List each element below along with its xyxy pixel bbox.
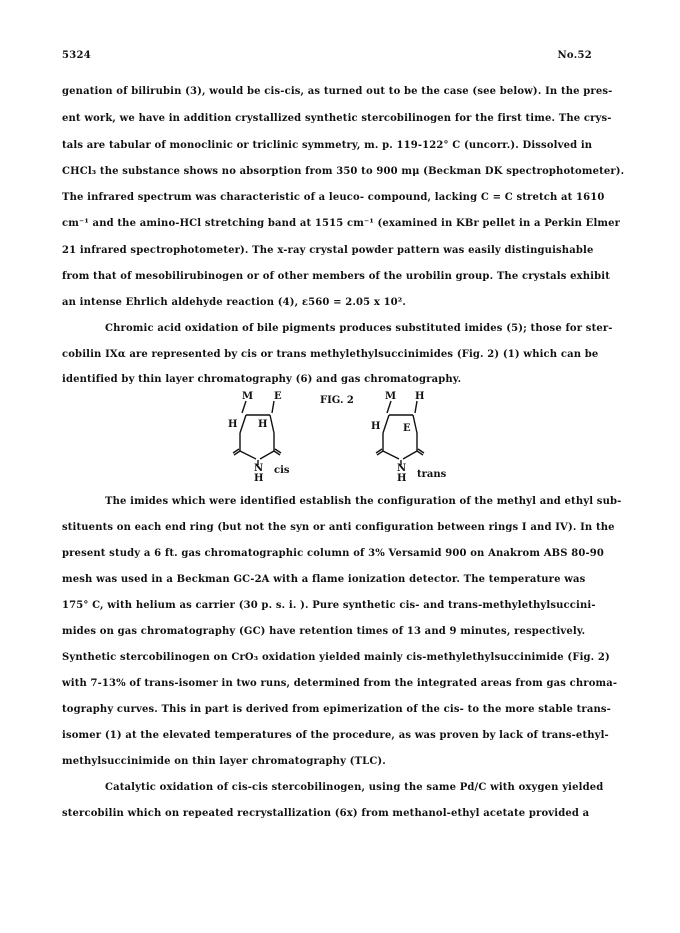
p3-line-4: mesh was used in a Beckman GC-2A with a flame ionization detector. The temperature was	[62, 574, 586, 585]
p2-line-2: cobilin IXα are represented by cis or trans methylethylsuccinimides (Fig. 2) (1) which can be	[62, 349, 599, 360]
cis-imide-structure	[222, 393, 294, 485]
p1-line-3: tals are tabular of monoclinic or triclinic symmetry, m. p. 119-122° C (uncorr.). Dissolved in	[62, 140, 593, 151]
p3-line-7: Synthetic stercobilinogen on CrO₃ oxidation yielded mainly cis-methylethylsuccinimide (Fig. 2)	[62, 652, 610, 663]
p2-line-1: Chromic acid oxidation of bile pigments produces substituted imides (5); those for ster-	[105, 323, 613, 334]
trans-nh-hydrogen-label: H	[397, 473, 407, 484]
p3-line-5: 175° C, with helium as carrier (30 p. s. i. ). Pure synthetic cis- and trans-methylethylsuccini-	[62, 600, 596, 611]
cis-nitrogen-label: N	[254, 463, 264, 474]
cis-ethyl-label: E	[274, 391, 282, 402]
page-number: 5324	[62, 50, 92, 61]
p1-line-8: from that of mesobilirubinogen or of other members of the urobilin group. The crystals exhibit	[62, 271, 610, 282]
issue-number: No.52	[557, 50, 592, 61]
p1-line-9: an intense Ehrlich aldehyde reaction (4), ε560 = 2.05 x 10².	[62, 297, 406, 308]
trans-h-left-label: H	[371, 421, 381, 432]
trans-imide-structure	[365, 393, 455, 485]
trans-methyl-label: M	[385, 391, 397, 402]
p3-line-8: with 7-13% of trans-isomer in two runs, determined from the integrated areas from gas chroma-	[62, 678, 618, 689]
p3-line-1: The imides which were identified establish the configuration of the methyl and ethyl sub-	[105, 496, 622, 507]
p1-line-7: 21 infrared spectrophotometer). The x-ray crystal powder pattern was easily distinguishable	[62, 245, 594, 256]
trans-hydrogen-label: H	[415, 391, 425, 402]
cis-h-right-label: H	[258, 419, 268, 430]
p1-line-2: ent work, we have in addition crystallized synthetic stercobilinogen for the first time. The crys-	[62, 113, 612, 124]
p3-line-6: mides on gas chromatography (GC) have retention times of 13 and 9 minutes, respectively.	[62, 626, 586, 637]
p1-line-1: genation of bilirubin (3), would be cis-cis, as turned out to be the case (see below). In the pres-	[62, 86, 613, 97]
trans-label: trans	[417, 469, 447, 480]
cis-methyl-label: M	[242, 391, 254, 402]
p1-line-5: The infrared spectrum was characteristic of a leuco- compound, lacking C = C stretch at 1610	[62, 192, 605, 203]
p4-line-1: Catalytic oxidation of cis-cis stercobilinogen, using the same Pd/C with oxygen yielded	[105, 782, 604, 793]
p3-line-10: isomer (1) at the elevated temperatures of the procedure, as was proven by lack of trans-ethyl-	[62, 730, 609, 741]
p3-line-11: methylsuccinimide on thin layer chromatography (TLC).	[62, 756, 386, 767]
cis-nh-hydrogen-label: H	[254, 473, 264, 484]
figure-caption: FIG. 2	[320, 395, 354, 406]
cis-h-left-label: H	[228, 419, 238, 430]
p4-line-2: stercobilin which on repeated recrystallization (6x) from methanol-ethyl acetate provided a	[62, 808, 590, 819]
cis-label: cis	[274, 465, 290, 476]
p3-line-3: present study a 6 ft. gas chromatographic column of 3% Versamid 900 on Anakrom ABS 80-90	[62, 548, 604, 559]
p1-line-6: cm⁻¹ and the amino-HCl stretching band at 1515 cm⁻¹ (examined in KBr pellet in a Perkin Elmer	[62, 218, 621, 229]
trans-nitrogen-label: N	[397, 463, 407, 474]
trans-ethyl-label: E	[403, 423, 411, 434]
p1-line-4: CHCl₃ the substance shows no absorption from 350 to 900 mμ (Beckman DK spectrophotometer).	[62, 166, 625, 177]
p3-line-2: stituents on each end ring (but not the syn or anti configuration between rings I and IV). In the	[62, 522, 615, 533]
p3-line-9: tography curves. This in part is derived from epimerization of the cis- to the more stable trans-	[62, 704, 611, 715]
p2-line-3: identified by thin layer chromatography (6) and gas chromatography.	[62, 374, 462, 385]
